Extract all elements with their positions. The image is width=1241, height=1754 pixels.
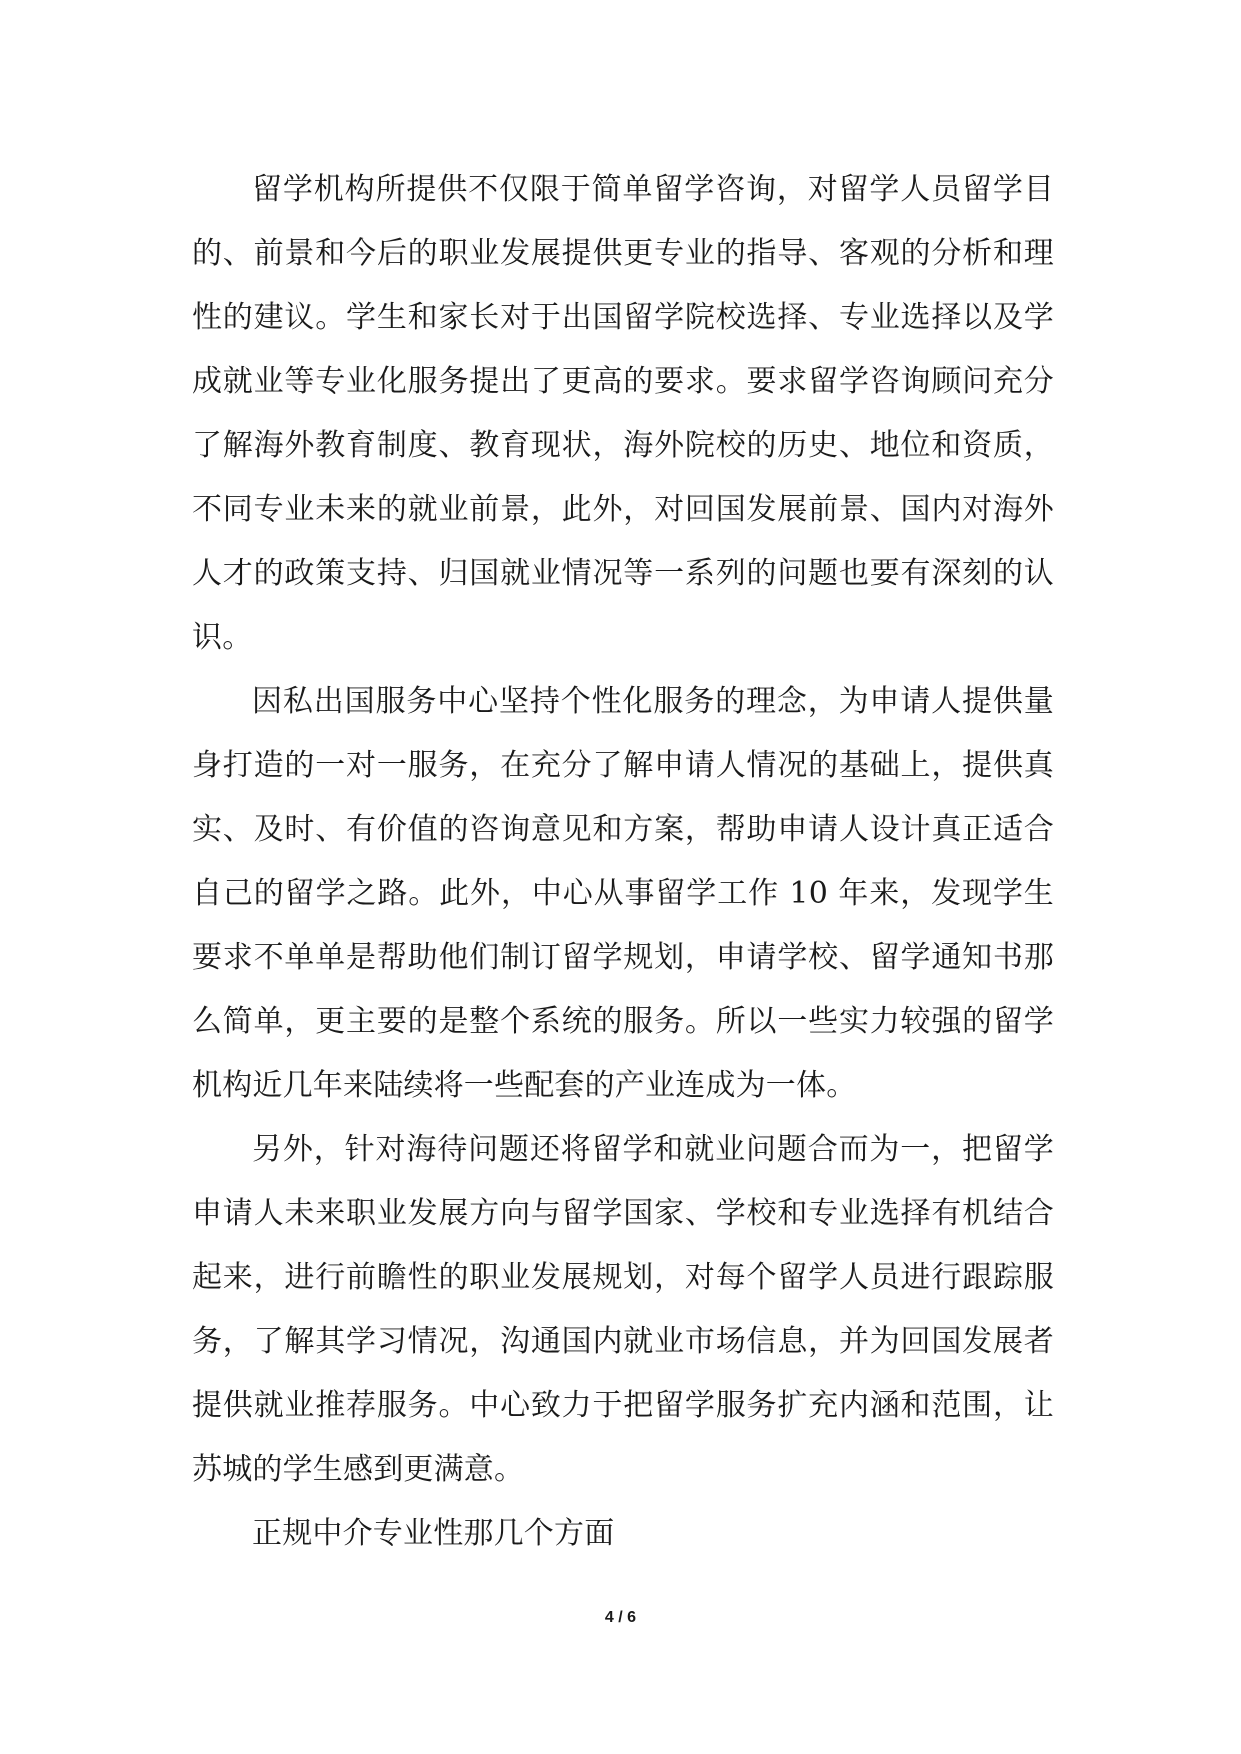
paragraph: 留学机构所提供不仅限于简单留学咨询，对留学人员留学目的、前景和今后的职业发展提供更专业的指导、客观的分析和理性的建议。学生和家长对于出国留学院校选择、专业选择以及学成就业等专业化服务提出了更高的要求。要求留学咨询顾问充分了解海外教育制度、教育现状，海外院校的历史、地位和资质，不同专业未来的就业前景，此外，对回国发展前景、国内对海外人才的政策支持、归国就业情况等一系列的问题也要有深刻的认识。 [192, 172, 1054, 655]
section-heading: 正规中介专业性那几个方面 [252, 1516, 615, 1551]
document-body [192, 158, 1054, 1566]
page-number: 4 / 6 [604, 1609, 637, 1626]
paragraph: 另外，针对海待问题还将留学和就业问题合而为一，把留学申请人未来职业发展方向与留学国家、学校和专业选择有机结合起来，进行前瞻性的职业发展规划，对每个留学人员进行跟踪服务，了解其学习情况，沟通国内就业市场信息，并为回国发展者提供就业推荐服务。中心致力于把留学服务扩充内涵和范围，让苏城的学生感到更满意。 [192, 1132, 1054, 1487]
paragraph: 因私出国服务中心坚持个性化服务的理念，为申请人提供量身打造的一对一服务，在充分了解申请人情况的基础上，提供真实、及时、有价值的咨询意见和方案，帮助申请人设计真正适合自己的留学之路。此外，中心从事留学工作 10 年来，发现学生要求不单单是帮助他们制订留学规划，申请学校、留学通知书那么简单，更主要的是整个系统的服务。所以一些实力较强的留学机构近几年来陆续将一些配套的产业连成为一体。 [192, 684, 1054, 1103]
